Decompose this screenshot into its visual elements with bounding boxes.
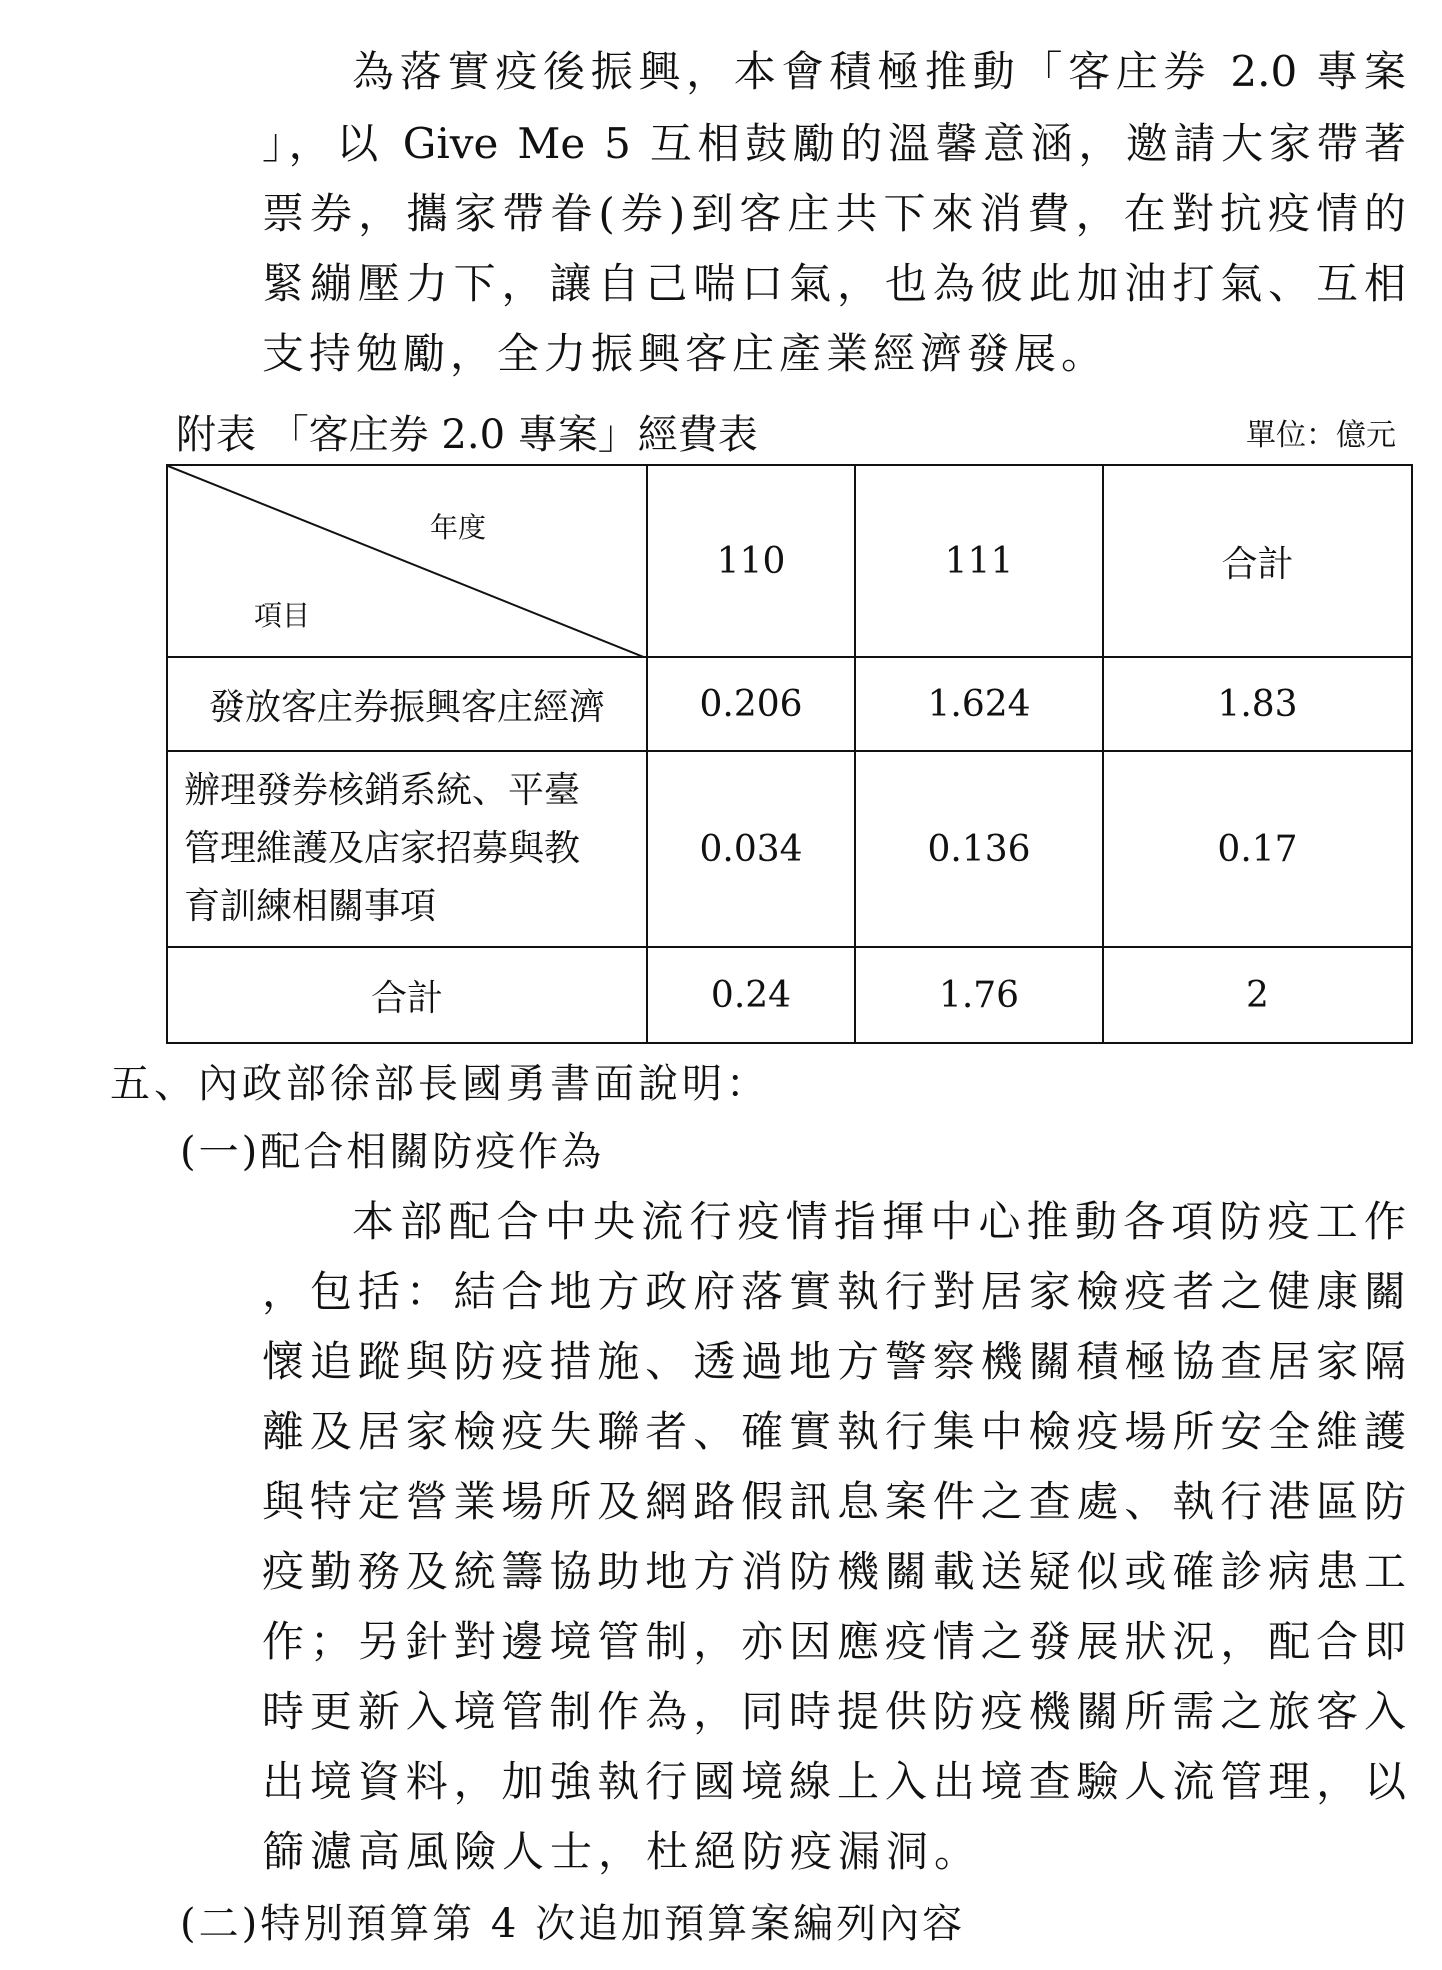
row-item-line: 管理維護及店家招募與教	[184, 828, 581, 869]
intro-line-1: 為落實疫後振興，本會積極推動「客庄券 2.0 專案	[352, 47, 1406, 96]
header-year-label: 年度	[430, 511, 487, 544]
subsection-heading-1: (一)配合相關防疫作為	[180, 1129, 605, 1175]
body-line-8: 時更新入境管制作為，同時提供防疫機關所需之旅客入	[262, 1687, 1406, 1736]
body-line-3: 懷追蹤與防疫措施、透過地方警察機關積極協查居家隔	[262, 1337, 1406, 1386]
body-line-5: 與特定營業場所及網路假訊息案件之查處、執行港區防	[262, 1477, 1406, 1526]
table-row	[167, 751, 1412, 947]
row-item-line: 辦理發券核銷系統、平臺	[184, 770, 581, 811]
intro-line-5: 支持勉勵，全力振興客庄產業經濟發展。	[262, 329, 1109, 378]
intro-line-4: 緊繃壓力下，讓自己喘口氣，也為彼此加油打氣、互相	[262, 259, 1406, 308]
table-caption: 附表 「客庄券 2.0 專案」經費表	[176, 412, 758, 458]
body-line-4: 離及居家檢疫失聯者、確實執行集中檢疫場所安全維護	[262, 1407, 1406, 1456]
table-unit: 單位：億元	[1246, 418, 1396, 453]
cell-value: 0.24	[647, 947, 855, 1043]
cell-value: 1.76	[855, 947, 1103, 1043]
column-header: 111	[855, 465, 1103, 657]
header-item-label: 項目	[254, 599, 311, 632]
column-header: 合計	[1103, 465, 1412, 657]
cell-value: 1.624	[855, 657, 1103, 751]
subsection-heading-2: (二)特別預算第 4 次追加預算案編列內容	[180, 1901, 966, 1947]
column-header: 110	[647, 465, 855, 657]
budget-table	[166, 464, 1413, 1044]
body-line-1: 本部配合中央流行疫情指揮中心推動各項防疫工作	[352, 1197, 1406, 1246]
cell-value: 1.83	[1103, 657, 1412, 751]
body-line-9: 出境資料，加強執行國境線上入出境查驗人流管理，以	[262, 1757, 1406, 1806]
cell-value: 0.136	[855, 751, 1103, 947]
table-total-row	[167, 947, 1412, 1043]
body-line-6: 疫勤務及統籌協助地方消防機關載送疑似或確診病患工	[262, 1547, 1406, 1596]
diagonal-header-cell	[167, 465, 647, 657]
diagonal-line	[168, 466, 646, 658]
body-line-2: ，包括：結合地方政府落實執行對居家檢疫者之健康關	[262, 1267, 1406, 1316]
intro-line-2: 」，以 Give Me 5 互相鼓勵的溫馨意涵，邀請大家帶著	[262, 119, 1406, 168]
row-item	[167, 751, 647, 947]
table-header-row	[167, 465, 1412, 657]
intro-line-3: 票券，攜家帶眷(券)到客庄共下來消費，在對抗疫情的	[262, 189, 1406, 238]
row-item: 發放客庄券振興客庄經濟	[167, 657, 647, 751]
section-heading: 五、內政部徐部長國勇書面說明：	[110, 1061, 770, 1107]
cell-value: 0.17	[1103, 751, 1412, 947]
cell-value: 0.034	[647, 751, 855, 947]
cell-value: 2	[1103, 947, 1412, 1043]
row-item: 合計	[167, 947, 647, 1043]
body-line-7: 作；另針對邊境管制，亦因應疫情之發展狀況，配合即	[262, 1617, 1406, 1666]
row-item-line: 育訓練相關事項	[184, 886, 437, 927]
table-row	[167, 657, 1412, 751]
body-line-10: 篩濾高風險人士，杜絕防疫漏洞。	[262, 1827, 983, 1876]
cell-value: 0.206	[647, 657, 855, 751]
